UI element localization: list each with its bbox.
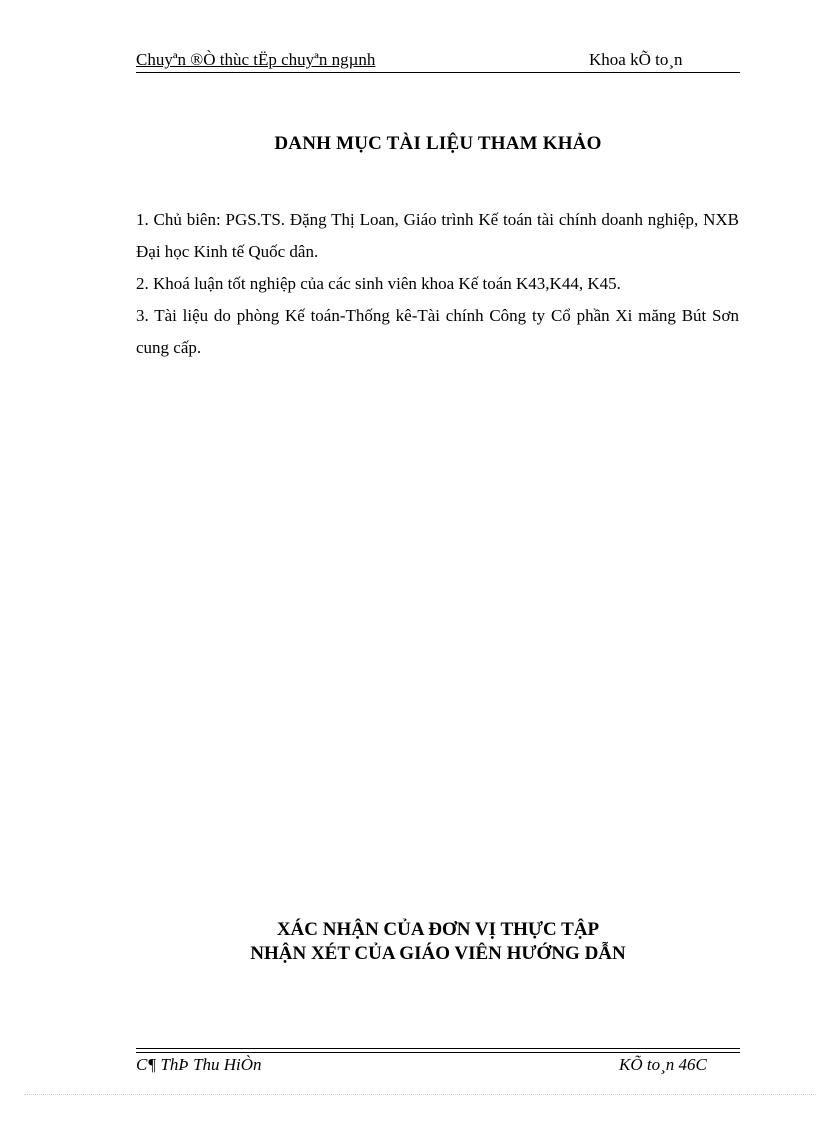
section-title-advisor-comments: NHẬN XÉT CỦA GIÁO VIÊN HƯỚNG DẪN	[250, 943, 626, 964]
footer-double-rule	[136, 1048, 740, 1053]
reference-list	[136, 204, 739, 364]
page-edge-divider	[24, 1094, 816, 1095]
header-left-text: Chuyªn ®Ò thùc tËp chuyªn ngµnh	[136, 50, 376, 69]
reference-item: 1. Chủ biên: PGS.TS. Đặng Thị Loan, Giáo trình Kế toán tài chính doanh nghiệp, NXB Đại học Kinh tế Quốc dân.	[136, 210, 739, 261]
section-titles	[136, 918, 740, 966]
footer-author: C¶ ThÞ Thu HiÒn	[136, 1055, 262, 1074]
section-title-internship-confirmation: XÁC NHẬN CỦA ĐƠN VỊ THỰC TẬP	[276, 919, 600, 940]
reference-item: 2. Khoá luận tốt nghiệp của các sinh viên khoa Kế toán K43,K44, K45.	[136, 274, 621, 293]
header-right-text: Khoa kÕ to¸n	[589, 50, 683, 69]
page-title: DANH MỤC TÀI LIỆU THAM KHẢO	[274, 133, 602, 154]
reference-item: 3. Tài liệu do phòng Kế toán-Thống kê-Tài chính Công ty Cổ phần Xi măng Bút Sơn cung cấp.	[136, 306, 739, 357]
page-header	[136, 48, 740, 73]
footer-class: KÕ to¸n 46C	[619, 1055, 707, 1074]
